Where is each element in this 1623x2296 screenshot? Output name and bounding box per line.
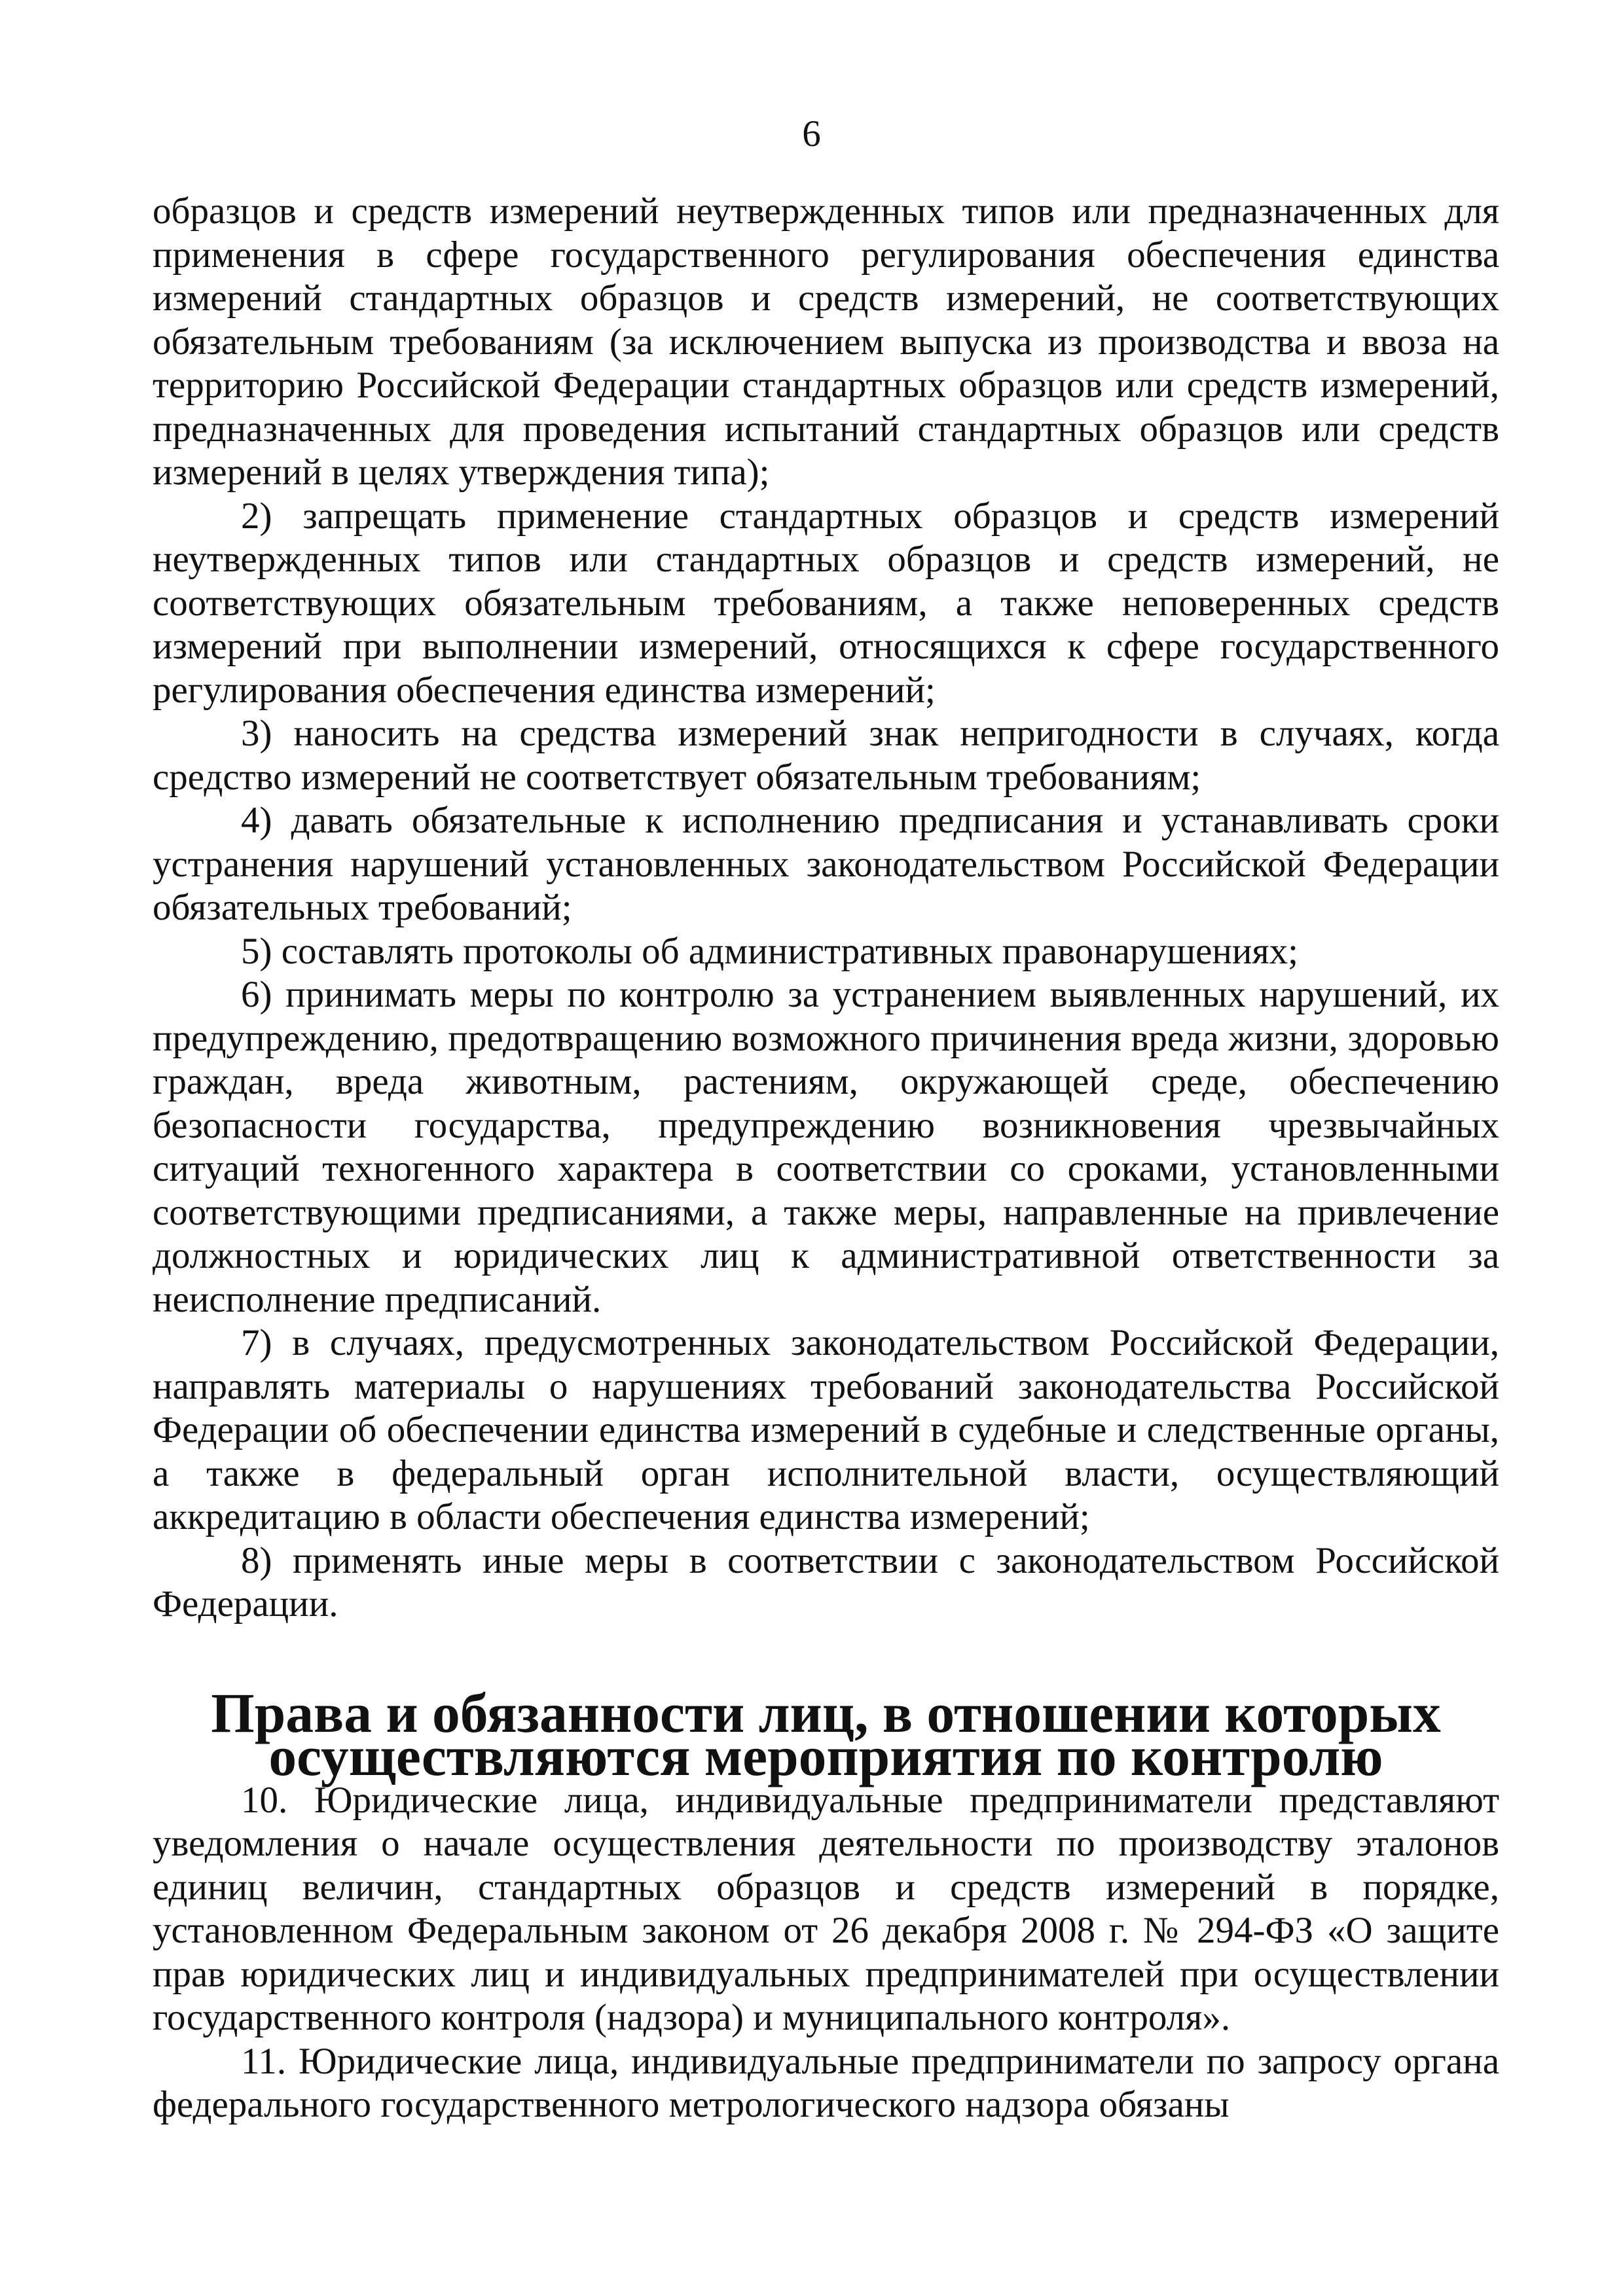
list-item-3: 3) наносить на средства измерений знак непригодности в случаях, когда средство измерений не соответствует обязательным требованиям;: [153, 713, 1499, 798]
paragraph-continuation: образцов и средств измерений неутвержденных типов или предназначенных для применения в сфере государственного регулирования обеспечения единства измерений стандартных образцов и средств измерений, не соответствующих обязательным требованиям (за исключением выпуска из производства и ввоза на территорию Российской Федерации стандартных образцов или средств измерений, предназначенных для проведения испытаний стандартных образцов или средств измерений в целях утверждения типа);: [153, 190, 1499, 493]
clause-10: 10. Юридические лица, индивидуальные предприниматели представляют уведомления о начале осуществления деятельности по производству эталонов единиц величин, стандартных образцов и средств измерений в порядке, установленном Федеральным законом от 26 декабря 2008 г. № 294-ФЗ «О защите прав юридических лиц и индивидуальных предпринимателей при осуществлении государственного контроля (надзора) и муниципального контроля».: [153, 1779, 1499, 2038]
section-heading: Права и обязанности лиц, в отношении которых осуществляются мероприятия по контролю: [211, 1682, 1441, 1787]
list-item-8: 8) применять иные меры в соответствии с законодательством Российской Федерации.: [153, 1539, 1499, 1624]
list-item-6: 6) принимать меры по контролю за устранением выявленных нарушений, их предупреждению, предотвращению возможного причинения вреда жизни, здоровью граждан, вреда животным, растениям, окружающей среде, обеспечению безопасности государства, предупреждению возникновения чрезвычайных ситуаций техногенного характера в соответствии со сроками, установленными соответствующими предписаниями, а также меры, направленные на привлечение должностных и юридических лиц к административной ответственности за неисполнение предписаний.: [153, 974, 1499, 1320]
page-number: 6: [802, 113, 821, 154]
clause-11: 11. Юридические лица, индивидуальные предприниматели по запросу органа федерального государственного метрологического надзора обязаны: [153, 2040, 1499, 2125]
list-item-4: 4) давать обязательные к исполнению предписания и устанавливать сроки устранения нарушений установленных законодательством Российской Федерации обязательных требований;: [153, 800, 1499, 928]
list-item-2: 2) запрещать применение стандартных образцов и средств измерений неутвержденных типов или стандартных образцов и средств измерений, не соответствующих обязательным требованиям, а также неповеренных средств измерений при выполнении измерений, относящихся к сфере государственного регулирования обеспечения единства измерений;: [153, 495, 1499, 711]
document-body: [153, 190, 1499, 2127]
list-item-7: 7) в случаях, предусмотренных законодательством Российской Федерации, направлять материалы о нарушениях требований законодательства Российской Федерации об обеспечении единства измерений в судебные и следственные органы, а также в федеральный орган исполнительной власти, осуществляющий аккредитацию в области обеспечения единства измерений;: [153, 1322, 1499, 1537]
list-item-5: 5) составлять протоколы об административных правонарушениях;: [241, 930, 1298, 972]
